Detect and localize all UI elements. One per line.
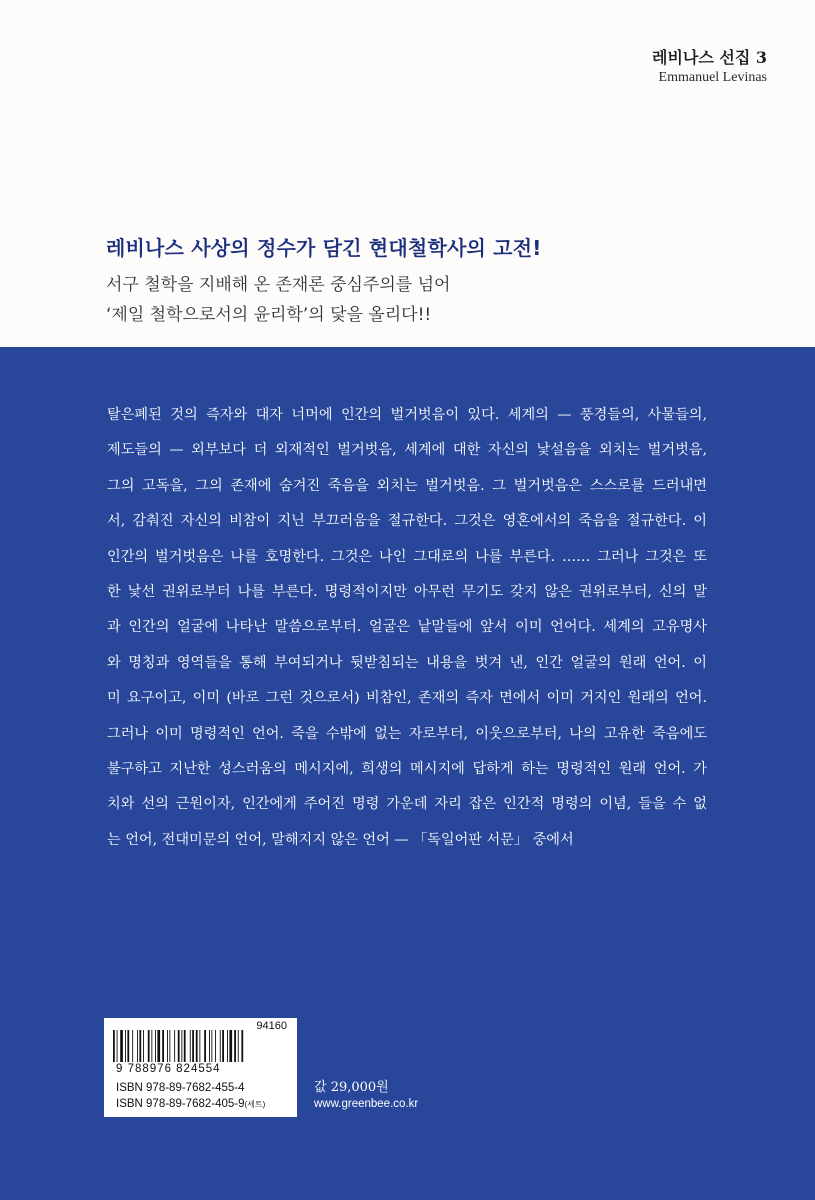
quote-passage [107, 398, 707, 858]
barcode-bars [113, 1030, 289, 1062]
isbn-single: ISBN 978-89-7682-455-4 [116, 1082, 245, 1094]
series-title: 레비나스 선집 3 [651, 48, 767, 67]
barcode-label [104, 1018, 297, 1117]
isbn-set-suffix: (세트) [244, 1100, 266, 1109]
quote-line: 제도들의 — 외부보다 더 외재적인 벌거벗음, 세계에 대한 자신의 낯설음을 외치는 벌거벗음, [107, 442, 707, 459]
quote-line: 그의 고독을, 그의 존재에 숨겨진 죽음을 외치는 벌거벗음. 그 벌거벗음은 스스로를 드러내면 [107, 477, 707, 494]
quote-line: 한 낯선 권위로부터 나를 부른다. 명령적이지만 아무런 무기도 갖지 않은 권위로부터, 신의 말 [107, 584, 707, 601]
quote-line: 는 언어, 전대미문의 언어, 말해지지 않은 언어 — 「독일어판 서문」 중에서 [107, 831, 574, 848]
price: 값 29,000원 [314, 1080, 389, 1095]
promo-subhead-line: ‘제일 철학으로서의 윤리학’의 닻을 올리다!! [106, 305, 432, 325]
quote-line: 치와 선의 근원이자, 인간에게 주어진 명령 가운데 자리 잡은 인간적 명령의 이념, 들을 수 없 [107, 796, 707, 813]
author-name: Emmanuel Levinas [658, 70, 767, 85]
quote-line: 인간의 벌거벗음은 나를 호명한다. 그것은 나인 그대로의 나를 부른다. …… 그러나 그것은 또 [107, 548, 707, 565]
quote-line: 탈은폐된 것의 즉자와 대자 너머에 인간의 벌거벗음이 있다. 세계의 — 풍경들의, 사물들의, [107, 407, 707, 423]
isbn-set-number: ISBN 978-89-7682-405-9 [116, 1098, 245, 1110]
barcode-number: 9 788976 824554 [116, 1063, 221, 1075]
quote-line: 그러나 이미 명령적인 언어. 죽을 수밖에 없는 자로부터, 이웃으로부터, 나의 고유한 죽음에도 [107, 725, 707, 742]
promo-headline: 레비나스 사상의 정수가 담긴 현대철학사의 고전! [106, 236, 542, 260]
cover-top-white-area [0, 0, 815, 347]
isbn-set [116, 1098, 265, 1110]
quote-line: 서, 감춰진 자신의 비참이 지닌 부끄러움을 절규한다. 그것은 영혼에서의 죽음을 절규한다. 이 [107, 513, 707, 530]
publisher-website: www.greenbee.co.kr [314, 1098, 419, 1110]
quote-line: 와 명칭과 영역들을 통해 부여되거나 뒷받침되는 내용을 벗겨 낸, 인간 얼굴의 원래 언어. 이 [107, 654, 707, 671]
barcode-add-on-number: 94160 [256, 1020, 287, 1032]
quote-line: 미 요구이고, 이미 (바로 그런 것으로서) 비참인, 존재의 즉자 면에서 이미 거지인 원래의 언어. [107, 690, 707, 707]
quote-line: 불구하고 지난한 성스러움의 메시지에, 희생의 메시지에 답하게 하는 명령적인 원래 언어. 가 [107, 761, 707, 778]
quote-line: 과 인간의 얼굴에 나타난 말씀으로부터. 얼굴은 낱말들에 앞서 이미 언어다. 세계의 고유명사 [107, 619, 707, 636]
promo-subhead-line: 서구 철학을 지배해 온 존재론 중심주의를 넘어 [106, 275, 451, 295]
